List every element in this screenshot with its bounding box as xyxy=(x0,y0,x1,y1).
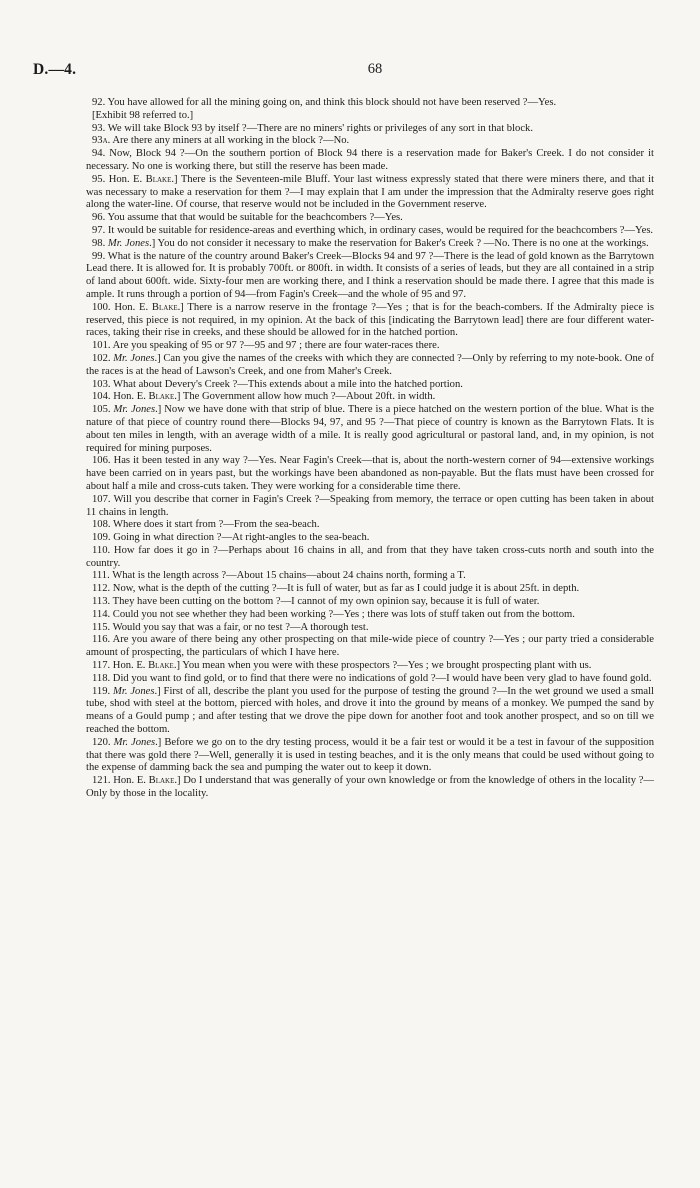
speaker-surname: a xyxy=(102,135,108,147)
paragraph-text: 99. What is the nature of the country around Baker's Creek—Blocks 94 and 97 ?—There is the lead of gold known as the Barrytown Lead there. It is allowed for. It is probably 700ft. or 800ft. in width. It consists of a series of leads, but they are all contained in a strip of land about 600ft. wide. Sixty-four men are working there, and I think a reservation should be made there. I agree that this made is ample. It runs through a portion of 94—from Fagin's Creek—and the whole of 95 and 97. xyxy=(86,250,654,300)
paragraph-text: 112. Now, what is the depth of the cutting ?—It is full of water, but as far as I could judge it is about 25ft. in depth. xyxy=(92,583,580,595)
paragraph-text: 118. Did you want to find gold, or to find that there were no indications of gold ?—I would have been very glad to have found gold. xyxy=(92,672,652,684)
paragraph-text: 116. Are you aware of there being any other prospecting on that mile-wide piece of country ?—Yes ; our party tried a considerable amount of prospecting, the particulars of which I have here. xyxy=(86,634,654,659)
testimony-paragraph xyxy=(86,686,654,737)
testimony-paragraph xyxy=(86,634,654,660)
testimony-paragraph xyxy=(86,238,654,251)
paragraph-text: 119. xyxy=(92,685,114,697)
paragraph-text: 108. Where does it start from ?—From the sea-beach. xyxy=(92,519,320,531)
speaker-name: Mr. Jones xyxy=(113,404,156,416)
testimony-paragraph xyxy=(86,251,654,302)
testimony-paragraph xyxy=(86,353,654,379)
paragraph-text: 117. Hon. E. xyxy=(92,660,149,672)
paragraph-text: 92. You have allowed for all the mining going on, and think this block should not have been reserved ?—Yes. xyxy=(92,97,557,108)
paragraph-text: 93 xyxy=(92,135,103,147)
document-reference: D.—4. xyxy=(33,61,77,78)
paragraph-text: .] There is a narrow reserve in the frontage ?—Yes ; that is for the beach-combers. If the Admiralty piece is reserved, this piece is not required, in my opinion. At the back of this [indicating the Barrytown lead] there are four different water-races, taking their rise in creeks, and these should be allowed for in the hatched portion. xyxy=(86,301,654,339)
testimony-paragraph xyxy=(86,609,654,622)
speaker-surname: Blake xyxy=(148,660,174,672)
paragraph-text: .] First of all, describe the plant you used for the purpose of testing the ground ?—In the wet ground we used a small tube, shod with steel at the bottom, pierced with holes, and drove it into the ground by means of a monkey. We pumped the sand by means of a Gould pump ; and after testing that we drove the pipe down for another foot and took another prospect, and so on till we reached the bottom. xyxy=(86,685,654,736)
testimony-paragraph xyxy=(86,570,654,583)
paragraph-text: 115. Would you say that was a fair, or no test ?—A thorough test. xyxy=(92,621,369,633)
paragraph-text: .] The Government allow how much ?—About 20ft. in width. xyxy=(174,391,436,403)
paragraph-text: 104. Hon. E. xyxy=(92,391,149,403)
paragraph-text: 103. What about Devery's Creek ?—This extends about a mile into the hatched portion. xyxy=(92,378,463,390)
paragraph-text: 113. They have been cutting on the bottom ?—I cannot of my own opinion say, because it is full of water. xyxy=(92,596,540,608)
testimony-paragraph xyxy=(86,660,654,673)
paragraph-text: .] There is the Seventeen-mile Bluff. Your last witness expressly stated that there were miners there, and that it was necessary to make a reservation for them ?—I may explain that I am under the impression that the Admiralty reserve goes right along the water-line. Of course, that reserve would not be included in the Government reserve. xyxy=(86,173,655,211)
paragraph-text: [Exhibit 98 referred to.] xyxy=(92,109,194,121)
speaker-surname: Blake xyxy=(151,301,178,313)
speaker-surname: Blake xyxy=(148,775,175,787)
speaker-name: Mr. Jones xyxy=(113,352,155,364)
paragraph-text: 97. It would be suitable for residence-areas and everthing which, in ordinary cases, would be required for the beachcombers ?—Yes. xyxy=(92,224,654,236)
paragraph-text: 93. We will take Block 93 by itself ?—There are no miners' rights or privileges of any sort in that block. xyxy=(92,122,533,134)
testimony-paragraph xyxy=(86,302,654,340)
paragraph-text: . Are there any miners at all working in the block ?—No. xyxy=(107,135,350,147)
paragraph-text: 109. Going in what direction ?—At right-angles to the sea-beach. xyxy=(92,532,370,544)
testimony-paragraph xyxy=(86,737,654,775)
paragraph-text: 107. Will you describe that corner in Fagin's Creek ?—Speaking from memory, the terrace or open cutting has been taken in about 11 chains in length. xyxy=(86,493,654,518)
paragraph-text: 120. xyxy=(92,736,114,748)
paragraph-text: .] Before we go on to the dry testing process, would it be a fair test or would it be a test in favour of the supposition that there was gold there ?—Well, generally it is used in testing beaches, and it is the only means that could be used without going to the expense of damming back the sea and pumping the water out to keep it down. xyxy=(86,736,654,774)
paragraph-text: 106. Has it been tested in any way ?—Yes. Near Fagin's Creek—that is, about the north-western corner of 94—extensive workings have been carried on in years past, but the workings have been abandoned as non-payable. But the flats must have been crossed for about half a mile and cross-cuts taken. They were working for a considerable time there. xyxy=(86,455,654,492)
paragraph-text: .] Now we have done with that strip of blue. There is a piece hatched on the western portion of the blue. What is the nature of that piece of country round there—Blocks 94, 97, and 95 ?—That piece of country is known as the Barrytown Flats. It is about ten miles in length, with an average width of a mile. It is really good agricultural or pastoral land, and, in my opinion, is not required for mining purposes. xyxy=(86,404,655,454)
testimony-paragraph xyxy=(86,583,654,596)
speaker-name: Mr. Jones xyxy=(107,237,150,249)
paragraph-text: .] You mean when you were with these prospectors ?—Yes ; we brought prospecting plant with us. xyxy=(173,660,592,672)
testimony-paragraph xyxy=(86,174,654,212)
paragraph-text: 95. Hon. E. xyxy=(92,173,146,185)
paragraph-text: 105. xyxy=(92,404,114,416)
paragraph-text: .] You do not consider it necessary to make the reservation for Baker's Creek ? —No. There is no one at the workings. xyxy=(149,237,649,249)
paragraph-text: 121. Hon. E. xyxy=(92,775,149,787)
page-number: 68 xyxy=(367,61,383,77)
paragraph-text: 101. Are you speaking of 95 or 97 ?—95 and 97 ; there are four water-races there. xyxy=(92,340,440,352)
speaker-name: Mr. Jones xyxy=(113,685,155,697)
testimony-paragraph xyxy=(86,455,654,493)
testimony-paragraph xyxy=(86,340,654,353)
speaker-surname: Blake xyxy=(148,391,175,403)
paragraph-text: 114. Could you not see whether they had been working ?—Yes ; there was lots of stuff taken out from the bottom. xyxy=(92,608,575,620)
testimony-paragraph xyxy=(86,225,654,238)
testimony-paragraph xyxy=(86,123,654,136)
testimony-paragraph xyxy=(86,391,654,404)
testimony-paragraph xyxy=(86,673,654,686)
paragraph-text: 102. xyxy=(92,352,114,364)
testimony-paragraph xyxy=(86,775,654,801)
paragraph-text: 100. Hon. E. xyxy=(92,301,152,313)
testimony-paragraph xyxy=(86,379,654,392)
testimony-paragraph xyxy=(86,519,654,532)
paragraph-text: 111. What is the length across ?—About 15 chains—about 24 chains north, forming a T. xyxy=(92,570,466,582)
testimony-paragraph xyxy=(86,532,654,545)
testimony-paragraph xyxy=(86,135,654,148)
paragraph-text: 110. How far does it go in ?—Perhaps about 16 chains in all, and from that they have taken cross-cuts north and south into the country. xyxy=(86,544,654,569)
testimony-paragraph xyxy=(86,148,654,174)
testimony-paragraph xyxy=(86,494,654,520)
paragraph-text: 98. xyxy=(92,237,108,249)
speaker-name: Mr. Jones xyxy=(113,736,156,748)
page-header xyxy=(33,61,660,81)
testimony-paragraph xyxy=(86,622,654,635)
testimony-paragraph xyxy=(86,110,654,123)
paragraph-text: .] Can you give the names of the creeks with which they are connected ?—Only by referring to my note-book. One of the races is at the head of Lawson's Creek, and one from Maher's Creek. xyxy=(86,352,654,377)
paragraph-text: 94. Now, Block 94 ?—On the southern portion of Block 94 there is a reservation made for Baker's Creek. I do not consider it necessary. No one is working there, but still the reserve has been made. xyxy=(86,148,654,172)
paragraph-text: 96. You assume that that would be suitable for the beachcombers ?—Yes. xyxy=(92,212,403,224)
testimony-paragraph xyxy=(86,596,654,609)
paragraph-text: .] Do I understand that was generally of your own knowledge or from the knowledge of others in the locality ?—Only by those in the locality. xyxy=(86,775,655,800)
testimony-paragraph xyxy=(86,545,654,571)
testimony-paragraph xyxy=(86,212,654,225)
testimony-paragraph xyxy=(86,404,654,455)
transcript-body xyxy=(86,97,654,801)
testimony-paragraph xyxy=(86,97,654,110)
speaker-surname: Blake xyxy=(145,173,172,185)
